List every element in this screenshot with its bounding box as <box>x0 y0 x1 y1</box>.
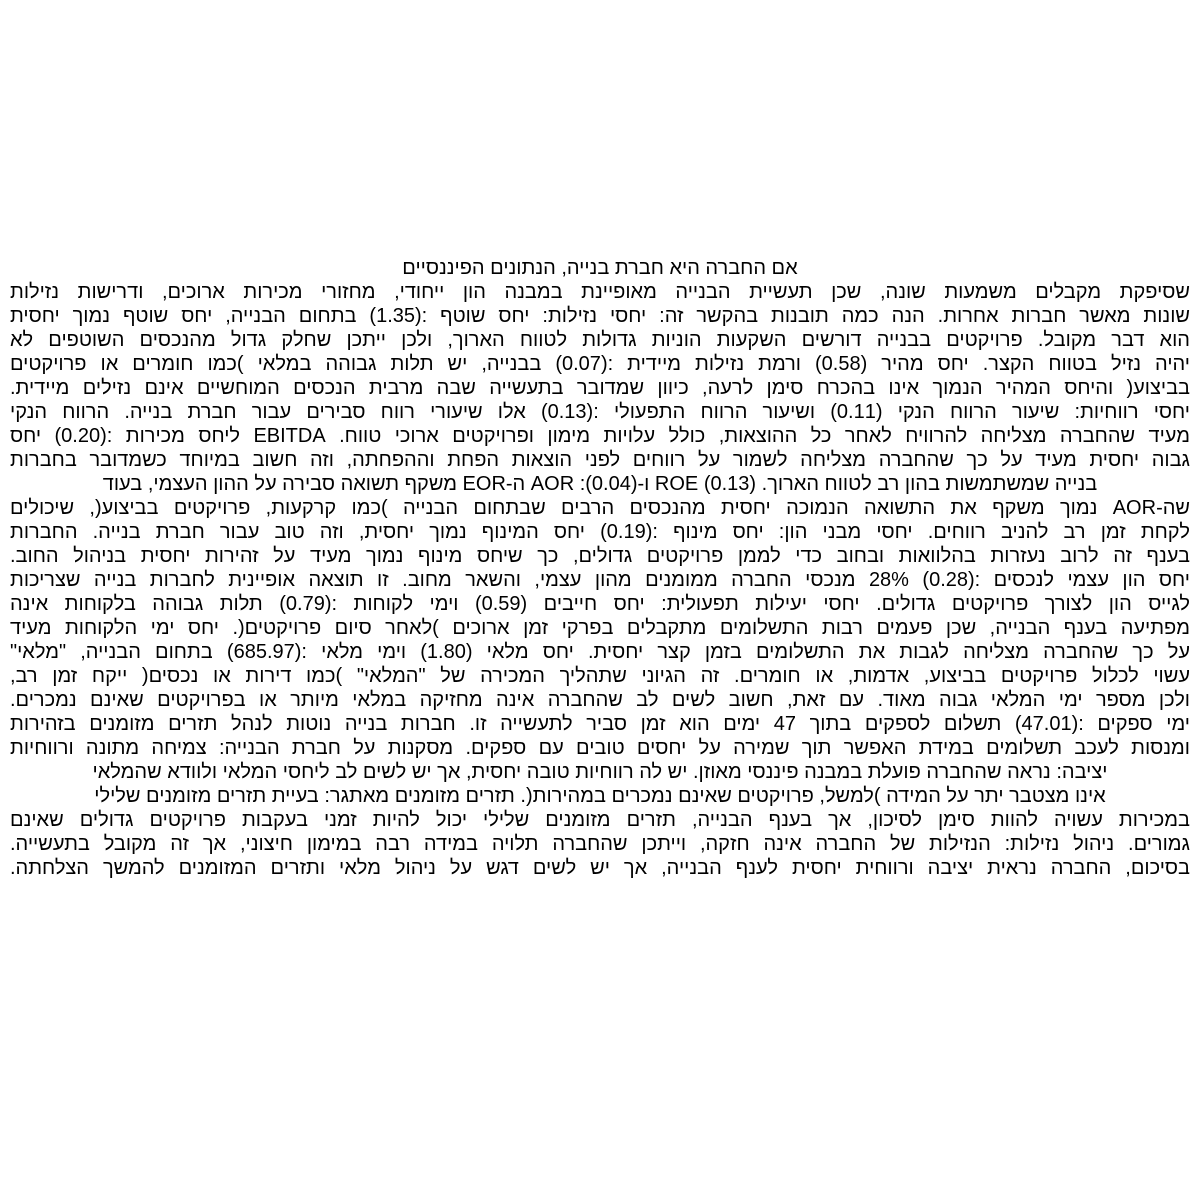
text-line: ומנסות לעכב תשלומים במידת האפשר תוך שמירה על יחסים טובים עם ספקים. מסקנות על חברת הבנייה: צמיחה מתונה ורווחיות <box>10 737 1190 759</box>
text-line: ולכן מספר ימי המלאי גבוה מאוד. עם זאת, חשוב לשים לב שהחברה אינה מחזיקה במלאי מיותר או בפרויקטים שאינם נמכרים. <box>10 689 1190 711</box>
text-line: גבוה יחסית מעיד על כך שהחברה מצליחה לשמור על רווחים לפני הוצאות הפחת וההפחתה, וזה חשוב במיוחד כשמדובר בחברות <box>10 449 1190 471</box>
text-line: לקחת זמן רב להניב רווחים. יחסי מבני הון: יחס מינוף :(0.19) יחס המינוף נמוך יחסית, וזה טוב עבור חברת בנייה. החברות <box>10 521 1190 543</box>
text-line: ימי ספקים :(47.01) תשלום לספקים בתוך 47 ימים הוא זמן סביר לתעשייה זו. חברות בנייה נוטות לנהל תזרים מזומנים בזהירות <box>10 713 1190 735</box>
text-line: יציבה: נראה שהחברה פועלת במבנה פיננסי מאוזן. יש לה רווחיות טובה יחסית, אך יש לשים לב ליחסי המלאי ולוודא שהמלאי <box>92 761 1108 783</box>
text-line: יהיה נזיל בטווח הקצר. יחס מהיר (0.58) ורמת נזילות מיידית :(0.07) בבנייה, יש תלות גבוהה במלאי )כמו חומרים או פרויקטים <box>10 353 1190 375</box>
text-line: בנייה שמשתמשות בהון רב לטווח הארוך. ROE (0.13) ו-AOR :(0.04) ה-EOR משקף תשואה סבירה על ההון העצמי, בעוד <box>102 473 1098 495</box>
document-body <box>10 256 1190 880</box>
text-line: בענף זה לרוב נעזרות בהלוואות ובחוב כדי לממן פרויקטים גדולים, כך שיחס מינוף נמוך מעיד על זהירות יחסית בניהול החוב. <box>10 545 1190 567</box>
text-line: מעיד שהחברה מצליחה להרוויח לאחר כל ההוצאות, כולל עלויות מימון ופרויקטים ארוכי טווח. EBITDA ליחס מכירות :(0.20) יחס <box>10 425 1190 447</box>
text-line: יחסי רווחיות: שיעור הרווח הנקי (0.11) ושיעור הרווח התפעולי :(0.13) אלו שיעורי רווח סבירים עבור חברת בנייה. הרווח הנקי <box>10 401 1190 423</box>
text-line: עשוי לכלול פרויקטים בביצוע, אדמות, או חומרים. זה הגיוני שתהליך המכירה של "המלאי" )כמו דירות או נכסים( ייקח זמן רב, <box>10 665 1190 687</box>
text-line: על כך שהחברה מצליחה לגבות את התשלומים בזמן קצר יחסית. יחס מלאי (1.80) וימי מלאי :(685.97) בתחום הבנייה, "מלאי" <box>10 641 1190 663</box>
text-line: לגייס הון לצורך פרויקטים גדולים. יחסי יעילות תפעולית: יחס חייבים (0.59) וימי לקוחות :(0.79) תלות גבוהה בלקוחות אינה <box>10 593 1190 615</box>
document-title: אם החברה היא חברת בנייה, הנתונים הפיננסיים <box>402 257 798 279</box>
text-line: אינו מצטבר יתר על המידה )למשל, פרויקטים שאינם נמכרים במהירות(. תזרים מזומנים מאתגר: בעיית תזרים מזומנים שלילי <box>94 785 1106 807</box>
text-line: שונות מאשר חברות אחרות. הנה כמה תובנות בהקשר זה: יחסי נזילות: יחס שוטף :(1.35) בתחום הבנייה, יחס שוטף נמוך יחסית <box>10 305 1190 327</box>
text-line: בסיכום, החברה נראית יציבה ורווחית יחסית לענף הבנייה, אך יש לשים דגש על ניהול מלאי ותזרים המזומנים להמשך הצלחתה. <box>10 857 1190 879</box>
text-line: בביצוע( והיחס המהיר הנמוך אינו בהכרח סימן לרעה, כיוון שמדובר בתעשייה שבה מרבית הנכסים המוחשיים אינם נזילים מיידית. <box>10 377 1190 399</box>
text-line: במכירות עשויה להוות סימן לסיכון, אך בענף הבנייה, תזרים מזומנים שלילי יכול להיות זמני בעקבות פרויקטים גדולים שאינם <box>10 809 1190 831</box>
text-line: שסיפקת מקבלים משמעות שונה, שכן תעשיית הבנייה מאופיינת במבנה הון ייחודי, מחזורי מכירות ארוכים, ודרישות נזילות <box>10 281 1190 303</box>
text-line: שה-AOR נמוך משקף את התשואה הנמוכה יחסית מהנכסים הרבים שבתחום הבנייה )כמו קרקעות, פרויקטים בביצוע(, שיכולים <box>10 497 1190 519</box>
text-line: יחס הון עצמי לנכסים :(0.28) 28% מנכסי החברה ממומנים מהון עצמי, והשאר מחוב. זו תוצאה אופיינית לחברות בנייה שצריכות <box>10 569 1190 591</box>
text-line: הוא דבר מקובל. פרויקטים בבנייה דורשים השקעות הוניות גדולות לטווח הארוך, ולכן ייתכן שחלק גדול מהנכסים השוטפים לא <box>10 329 1190 351</box>
text-line: גמורים. ניהול נזילות: הנזילות של החברה אינה חזקה, וייתכן שהחברה תלויה במידה רבה במימון חיצוני, אך זה מקובל בתעשייה. <box>10 833 1190 855</box>
text-line: מפתיעה בענף הבנייה, שכן פעמים רבות התשלומים מתקבלים בפרקי זמן ארוכים )לאחר סיום פרויקטים(. יחס ימי הלקוחות מעיד <box>10 617 1190 639</box>
